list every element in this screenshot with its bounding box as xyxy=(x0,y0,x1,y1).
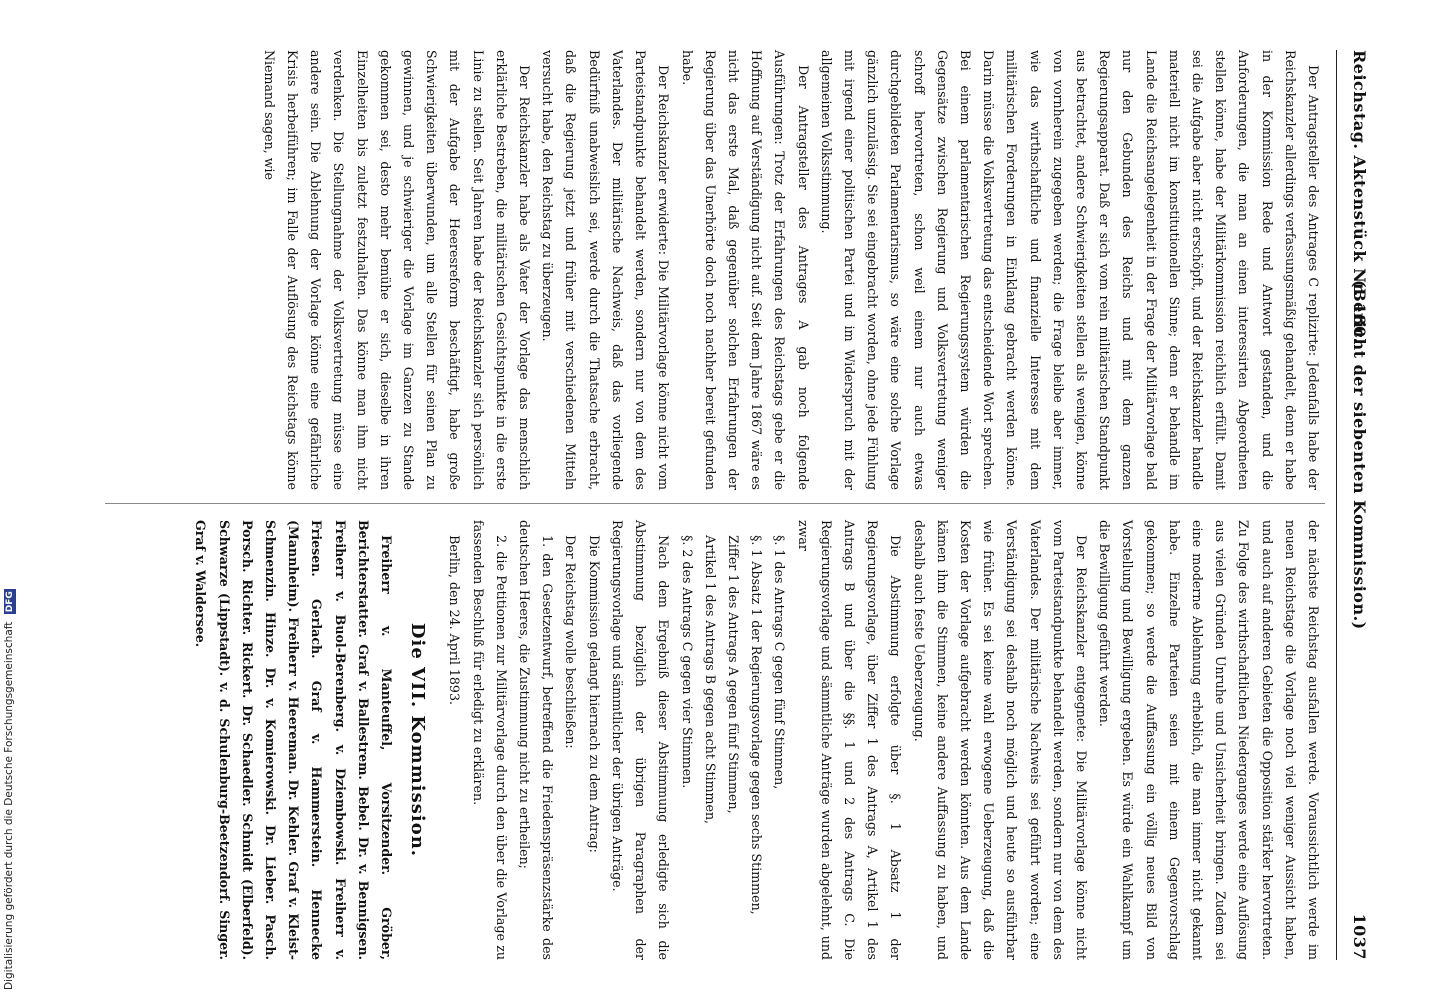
page-header xyxy=(1337,50,1377,960)
paragraph: Der Reichskanzler erwiderte: Die Militärvorlage könne nicht vom Parteistandpunkte behandelt werden, sondern nur von dem des Vaterlandes. Der militärische Nachweis, daß das vorliegende Bedürfniß unabweislich sei, werde durch die Thatsache erbracht, daß die Regierung jetzt und früher mit verschiedenen Mitteln versucht habe, den Reichstag zu überzeugen. xyxy=(540,50,672,490)
paragraph: Der Antragsteller des Antrages C replizirte: Jedenfalls habe der Reichskanzler allerdings verfassungsmäßig gehandelt, denn er habe in der Kommission Rede und Antwort gestanden, und die Anforderungen, die man an einen interessirten Abgeordneten stellen könne, habe der Militärkommission reichlich erfüllt. Damit sei die Aufgabe aber nicht erschöpft, und der Reichskanzler handle materiell nicht im konstitutionellen Sinne; denn er behandle im Lande die Reichsangelegenheit in der Frage der Militärvorlage bald nur den Gebunden des Reichs und mit dem ganzen Regierungsapparat. Daß er sich vom rein militärischen Standpunkt aus betrachtet, andere Schwierigkeiten stellen als wenigen, könne von vornherein zugegeben werden; die Frage bleibe aber immer, wie das wirthschaftliche und finanzielle Interesse mit dem militärischen Forderungen in Einklang gebracht werden könne. Darin müsse die Volksvertretung das entscheidende Wort sprechen. Bei einem parlamentarischen Regierungssystem würden die Gegensätze zwischen Regierung und Volksvertretung weniger schroff hervortreten, schon weil einem nur auch etwas durchgebildeten Parlamentarismus, so wäre eine solche Vorlage gänzlich unzulässig. Sie sei eingebracht worden, ohne jede Fühlung mit irgend einer politischen Partei und im Widerspruch mit der allgemeinen Volksstimmung. xyxy=(818,50,1321,490)
member-list: Freiherr v. Manteuffel, Vorsitzender. Gröber, Berichterstatter. Graf v. Ballestrem. Bebel. Dr. v. Bennigsen. Freiherr v. Buol-Berenberg. v. Dziembowski. Freiherr v. Friesen. Gerlach. Graf v. Hammerstein. Hennecke (Mannheim). Freiherr v. Heereman. Dr. Kehler. Graf v. Kleist-Schmenzin. Hinze. Dr. v. Komierowski. Dr. Lieber. Pasch. Porsch. Richter. Rickert. Dr. Schaedler. Schmidt (Elberfeld). Schwarze (Lippstadt). v. d. Schulenburg-Beetzendorf. Singer. Graf v. Waldersee. xyxy=(193,520,395,960)
paragraph: Der Reichskanzler habe als Vater der Vorlage das menschlich erklärliche Bestreben, die militärischen Gesichtspunkte in die erste Linie zu stellen. Seit Jahren habe der Reichskanzler sich persönlich mit der Aufgabe der Heeresreform beschäftigt, habe große Schwierigkeiten überwunden, um alle Stellen für seinen Plan zu gewinnen, und je schwieriger die Vorlage im Ganzen zu Stande gekommen sei, desto mehr bemühe er sich, dieselbe in ihren Einzelheiten bis zuletzt festzuhalten. Das könne man ihm nicht verdenken. Die Stellungnahme der Volksvertretung müsse eine andere sein. Die Ablehnung der Vorlage könne eine gefährliche Krisis herbeiführen; im Falle der Auflösung des Reichstags könne Niemand sagen, wie xyxy=(261,50,533,490)
date-line: Berlin, den 24. April 1893. xyxy=(447,535,463,705)
column-divider xyxy=(105,503,1325,504)
header-left: Reichstag. Aktenstück Nr. 180. xyxy=(1350,50,1369,344)
vote-line: §. 1 des Antrags C gegen fünf Stimmen, xyxy=(772,535,788,790)
paragraph: Der Antragsteller des Antrages A gab noch folgende Ausführungen: Trotz der Erfahrungen des Reichstags gebe er die Hoffnung auf Verständigung nicht auf. Seit dem Jahre 1867 wäre es nicht das erste Mal, daß gegenüber solchen Erfahrungen der Regierung über das Unerhörte doch noch nachher bereit gefunden habe. xyxy=(679,50,811,490)
motion-item: 2. die Petitionen zur Militärvorlage durch den über die Vorlage zu fassenden Beschluß für erledigt zu erklären. xyxy=(470,520,509,960)
commission-title: Die VII. Kommission. xyxy=(407,622,429,858)
digitization-credit xyxy=(3,589,16,990)
scanned-sheet xyxy=(95,50,1377,960)
column-right xyxy=(189,520,1325,960)
paragraph: der nächste Reichstag ausfallen werde. Voraussichtlich werde im neuen Reichstage die Vorlage noch viel weniger Aussicht haben, und auch auf anderen Gebieten die Opposition stärker hervortreten. Zu Folge des wirthschaftlichen Niederganges werde eine Auflösung aus vielen Gründen Unruhe und Unsicherheit bringen. Zudem sei eine moderne Ablehnung erheblich, die man immer nicht gekannt habe. Einzelne Parteien seien mit einem Gegenvorschlag gekommen; so werde die Auffassung ein völlig neues Bild von Vorstellung und Bewilligung ergeben. Es würde ein Wahlkampf um die Bewilligung geführt werden. xyxy=(1097,520,1321,960)
paragraph: Der Reichskanzler entgegnete: Die Militärvorlage könne nicht vom Parteistandpunkte behandelt werden, sondern nur von dem des Vaterlandes. Der militärische Nachweis sei geführt worden; eine Verständigung sei deshalb noch möglich und heute so ausführbar wie früher. Es sei keine wahl erwogene Ueberzeugung, daß die Kosten der Vorlage aufgebracht werden könnten. Aus dem Lande kämen ihm die Stimmen, keine andere Auffassung zu haben, und deshalb auch feste Ueberzeugung. xyxy=(911,520,1089,960)
header-rule xyxy=(1336,50,1337,960)
vote-line: §. 1 Absatz 1 der Regierungsvorlage gegen sechs Stimmen, xyxy=(749,535,765,915)
paragraph: Die Abstimmung erfolgte über §. 1 Absatz 1 der Regierungsvorlage, über Ziffer 1 des Antrags A, Artikel 1 des Antrags B und über die §§. 1 und 2 des Antrags C. Die Regierungsvorlage und sämmtliche Anträge wurden abgelehnt, und zwar xyxy=(795,520,904,960)
vote-line: Ziffer 1 des Antrags A gegen fünf Stimmen, xyxy=(725,535,741,814)
motion-item: 1. den Gesetzentwurf, betreffend die Friedenspräsenzstärke des deutschen Heeres, die Zustimmung nicht zu ertheilen; xyxy=(517,520,556,960)
credit-text: Digitalisierung gefördert durch die Deutsche Forschungsgemeinschaft xyxy=(3,621,15,990)
dfg-logo: DFG xyxy=(5,591,15,613)
paragraph: Nach dem Ergebniß dieser Abstimmung erledigte sich die Abstimmung bezüglich der übrigen Paragraphen der Regierungsvorlage und sämmtlicher der übrigen Anträge. xyxy=(609,520,672,960)
column-left xyxy=(258,50,1325,490)
paragraph: Die Kommission gelangt hiernach zu dem Antrag: xyxy=(586,535,602,853)
vote-line: §. 2 des Antrags C gegen vier Stimmen. xyxy=(679,535,695,789)
header-center: (Bericht der siebenten Kommission.) xyxy=(1350,280,1369,630)
vote-line: Artikel 1 des Antrags B gegen acht Stimmen, xyxy=(702,535,718,825)
paragraph: Der Reichstag wolle beschließen: xyxy=(563,535,579,749)
page-number: 1037 xyxy=(1350,913,1369,960)
